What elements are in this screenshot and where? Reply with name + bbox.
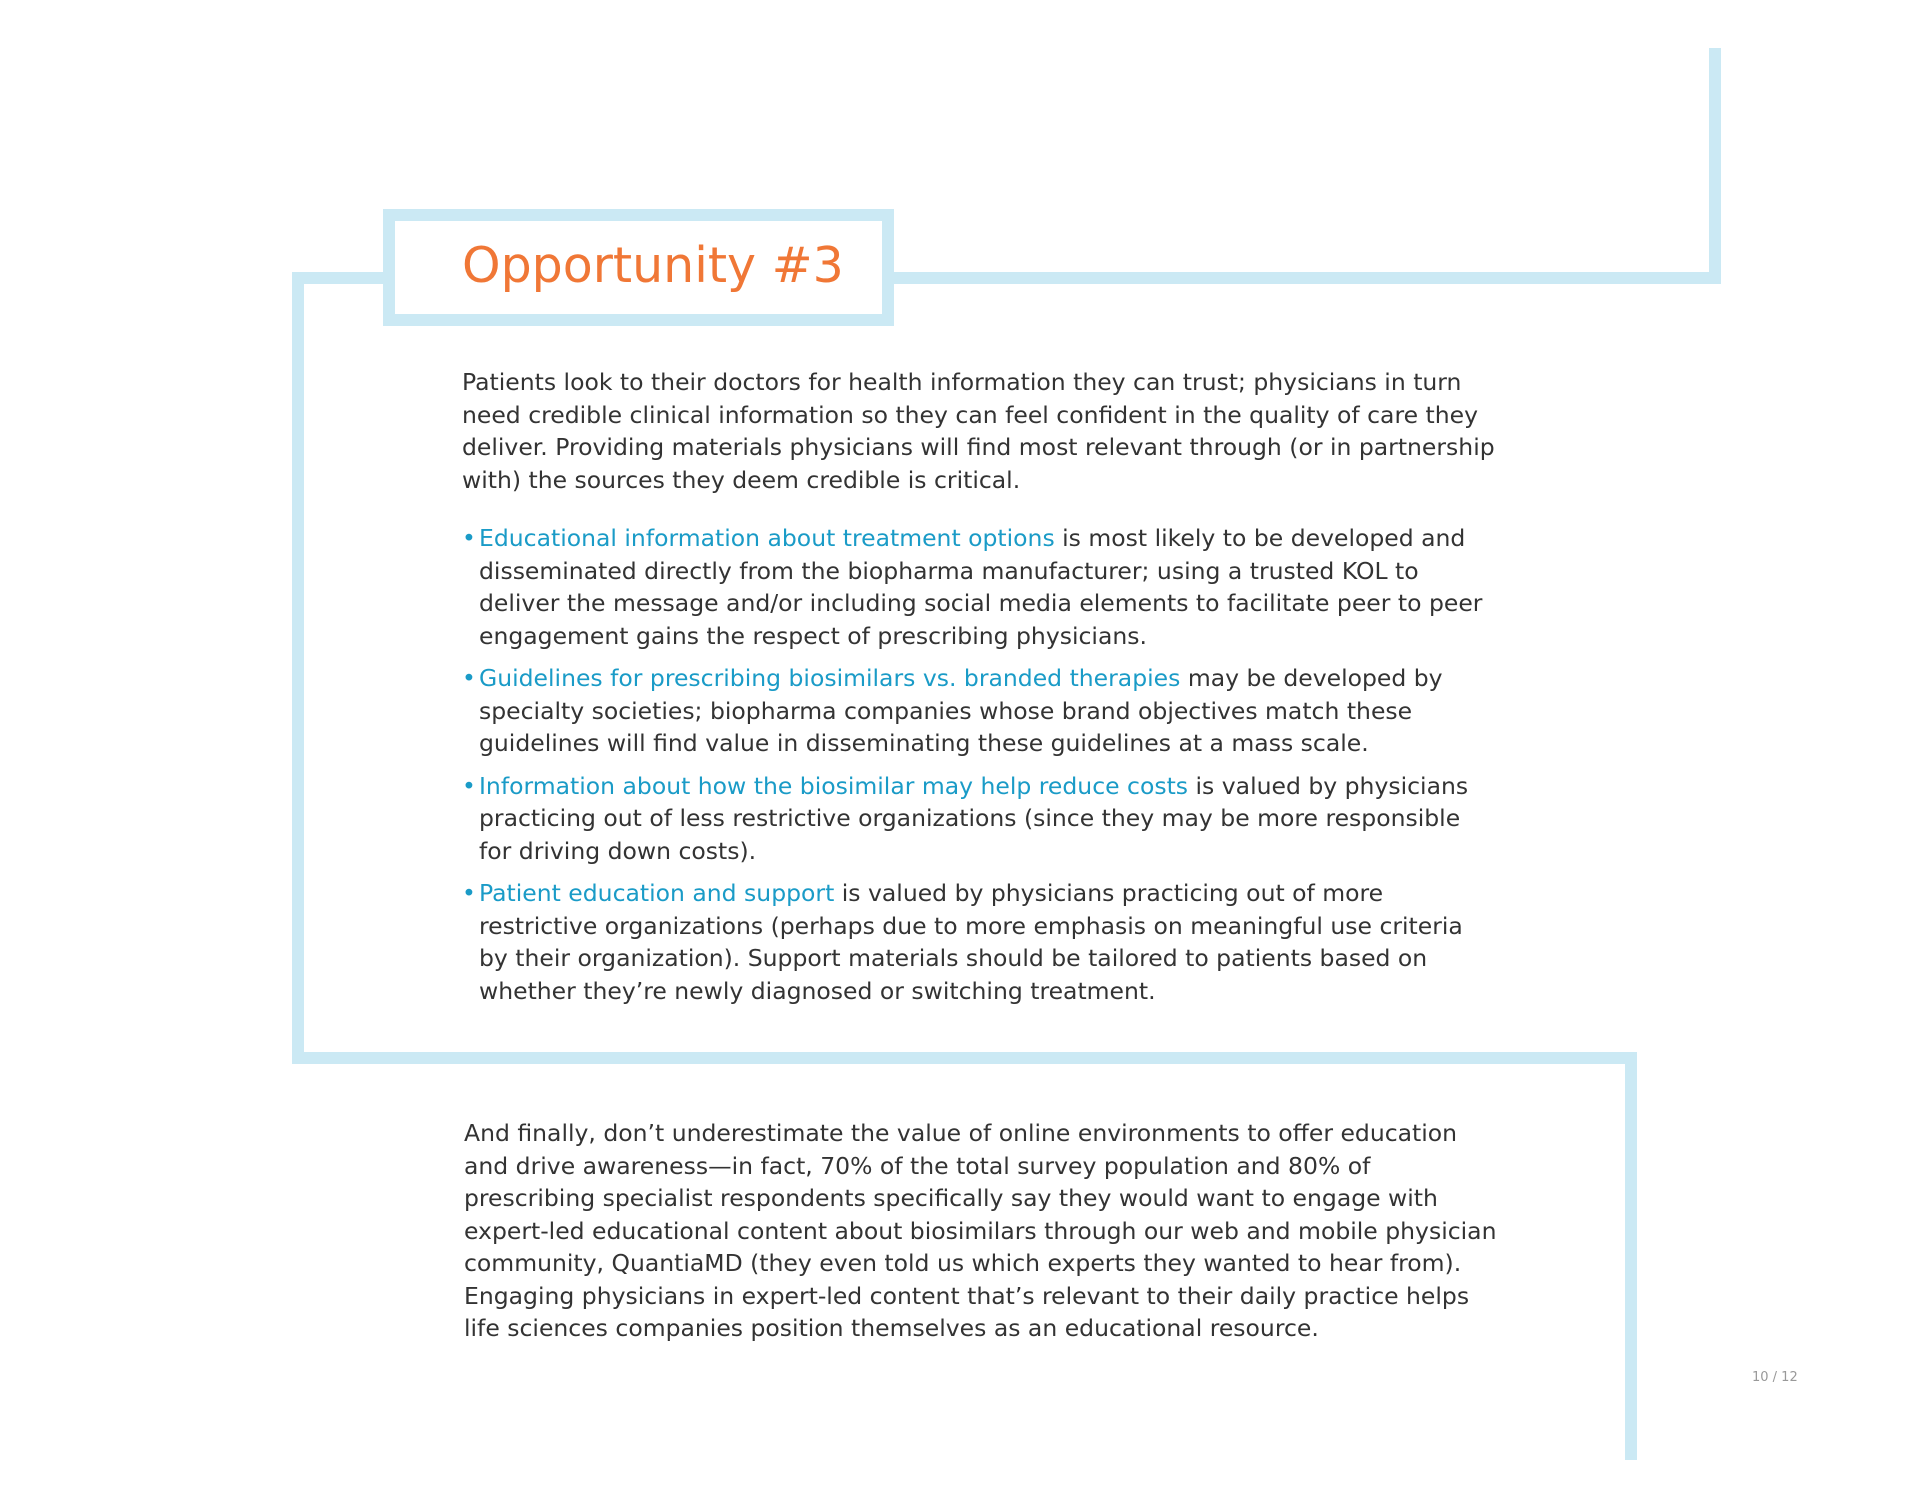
opportunity-bullet-list <box>462 522 1497 1017</box>
bullet-marker: • <box>462 664 476 692</box>
frame-line-left-stub <box>292 272 387 284</box>
page-title: Opportunity #3 <box>462 237 844 294</box>
closing-paragraph: And finally, don’t underestimate the value of online environments to offer education and drive awareness—in fact, 70% of the total survey population and 80% of prescribing specialist respondents specifically say they would want to engage with expert-led educational content about biosimilars through our web and mobile physician community, QuantiaMD (they even told us which experts they wanted to hear from). Engaging physicians in expert-led content that’s relevant to their daily practice helps life sciences companies position themselves as an educational resource. <box>464 1119 1497 1342</box>
frame-line-top-horizontal <box>890 272 1721 284</box>
frame-line-bottom-horizontal <box>292 1052 1637 1064</box>
bullet-highlight: Guidelines for prescribing biosimilars vs. branded therapies <box>479 664 1181 692</box>
bullet-text: is valued by physicians practicing out of less restrictive organizations (since they may be more responsible for driving down costs). <box>479 771 1469 865</box>
frame-line-left-vertical <box>292 272 304 1064</box>
bullet-highlight: Patient education and support <box>479 879 835 907</box>
frame-line-bottom-right-vertical <box>1625 1052 1637 1460</box>
intro-paragraph: Patients look to their doctors for health information they can trust; physicians in turn need credible clinical information so they can feel confident in the quality of care they deliver. Providing materials physicians will find most relevant through (or in partnership with) the sources they deem credible is critical. <box>462 368 1495 494</box>
bullet-text: is valued by physicians practicing out of more restrictive organizations (perhaps due to more emphasis on meaningful use criteria by their organization). Support materials should be tailored to patients based on whether they’re newly diagnosed or switching treatment. <box>479 879 1463 1005</box>
list-item <box>462 770 1497 868</box>
bullet-marker: • <box>462 771 476 800</box>
frame-line-top-right-vertical <box>1709 48 1721 284</box>
bullet-text: is most likely to be developed and disseminated directly from the biopharma manufacturer; using a trusted KOL to deliver the message and/or including social media elements to facilitate peer to peer engagement gains the respect of prescribing physicians. <box>479 524 1483 650</box>
list-item <box>462 662 1497 760</box>
bullet-marker: • <box>462 879 476 907</box>
bullet-marker: • <box>462 524 476 552</box>
list-item <box>462 522 1497 652</box>
list-item <box>462 877 1497 1007</box>
page-number: 10 / 12 <box>1752 1370 1798 1385</box>
bullet-text: may be developed by specialty societies; biopharma companies whose brand objectives match these guidelines will find value in disseminating these guidelines at a mass scale. <box>479 664 1443 757</box>
bullet-highlight: Information about how the biosimilar may help reduce costs <box>479 771 1189 800</box>
bullet-highlight: Educational information about treatment options <box>479 524 1055 552</box>
